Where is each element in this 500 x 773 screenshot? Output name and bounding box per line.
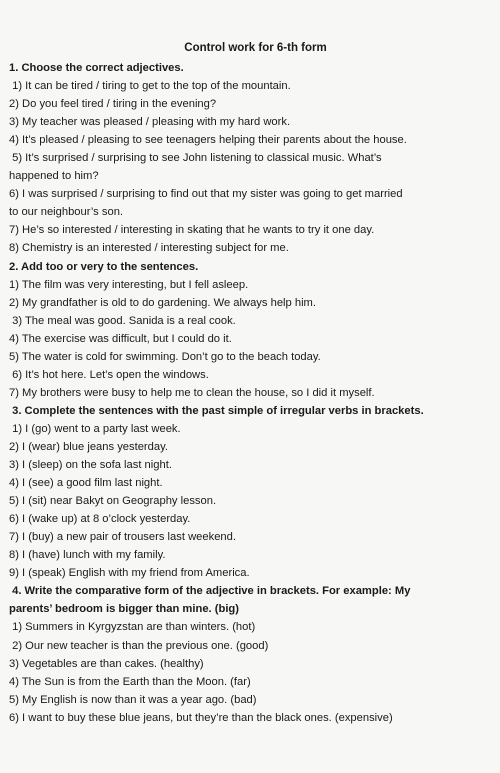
exercise-item: 1) Summers in Kyrgyzstan are than winters. (hot) <box>9 621 256 634</box>
exercise-item: 4) I (see) a good film last night. <box>9 477 163 490</box>
exercise-item: 2) Do you feel tired / tiring in the evening? <box>9 98 217 111</box>
exercise-item: 7) My brothers were busy to help me to clean the house, so I did it myself. <box>9 386 375 399</box>
exercise-item: 5) I (sit) near Bakyt on Geography lesson. <box>9 495 217 508</box>
exercise-item: 1) It can be tired / tiring to get to the top of the mountain. <box>9 80 291 93</box>
exercise-item: 3) Vegetables are than cakes. (healthy) <box>9 657 204 670</box>
exercise-item: 2) Our new teacher is than the previous one. (good) <box>9 639 269 652</box>
exercise-item: 1) I (go) went to a party last week. <box>9 422 181 435</box>
section-2 <box>9 258 492 402</box>
exercise-item: 7) I (buy) a new pair of trousers last weekend. <box>9 531 236 544</box>
exercise-item: 2) I (wear) blue jeans yesterday. <box>9 440 168 453</box>
exercise-item: 6) It’s hot here. Let’s open the windows. <box>9 368 209 381</box>
exercise-item: 5) My English is now than it was a year ago. (bad) <box>9 693 257 706</box>
exercise-item: 3) My teacher was pleased / pleasing with my hard work. <box>9 116 291 129</box>
exercise-item: 4) It’s pleased / pleasing to see teenagers helping their parents about the house. <box>9 134 407 147</box>
exercise-item: 4) The Sun is from the Earth than the Moon. (far) <box>9 675 251 688</box>
section-1 <box>9 59 492 258</box>
page-title: Control work for 6-th form <box>184 42 327 54</box>
exercise-item: 3) The meal was good. Sanida is a real cook. <box>9 314 236 327</box>
exercise-item: happened to him? <box>9 170 99 183</box>
section-3 <box>9 402 492 582</box>
exercise-item: 9) I (speak) English with my friend from America. <box>9 567 250 580</box>
section-4 <box>9 582 492 726</box>
exercise-item: 6) I (wake up) at 8 o’clock yesterday. <box>9 513 191 526</box>
section-heading: 2. Add too or very to the sentences. <box>9 260 199 273</box>
exercise-item: 5) The water is cold for swimming. Don’t go to the beach today. <box>9 350 321 363</box>
exercise-item: 5) It’s surprised / surprising to see John listening to classical music. What’s <box>9 152 382 165</box>
section-heading: 1. Choose the correct adjectives. <box>9 62 184 74</box>
section-heading-continued: parents’ bedroom is bigger than mine. (big) <box>9 603 239 616</box>
exercise-item: 8) I (have) lunch with my family. <box>9 549 166 562</box>
exercise-item: 1) The film was very interesting, but I fell asleep. <box>9 278 249 291</box>
exercise-item: 3) I (sleep) on the sofa last night. <box>9 459 172 472</box>
exercise-item: 2) My grandfather is old to do gardening. We always help him. <box>9 296 316 309</box>
exercise-item: 6) I was surprised / surprising to find out that my sister was going to get married <box>9 188 403 201</box>
exercise-item: 8) Chemistry is an interested / interesting subject for me. <box>9 242 289 255</box>
exercise-item: 4) The exercise was difficult, but I could do it. <box>9 332 232 345</box>
section-heading: 4. Write the comparative form of the adjective in brackets. For example: My <box>9 585 411 598</box>
exercise-item: 6) I want to buy these blue jeans, but they’re than the black ones. (expensive) <box>9 711 393 724</box>
exercise-item: 7) He’s so interested / interesting in skating that he wants to try it one day. <box>9 224 375 237</box>
exercise-item: to our neighbour’s son. <box>9 206 124 219</box>
section-heading: 3. Complete the sentences with the past simple of irregular verbs in brackets. <box>9 404 424 417</box>
